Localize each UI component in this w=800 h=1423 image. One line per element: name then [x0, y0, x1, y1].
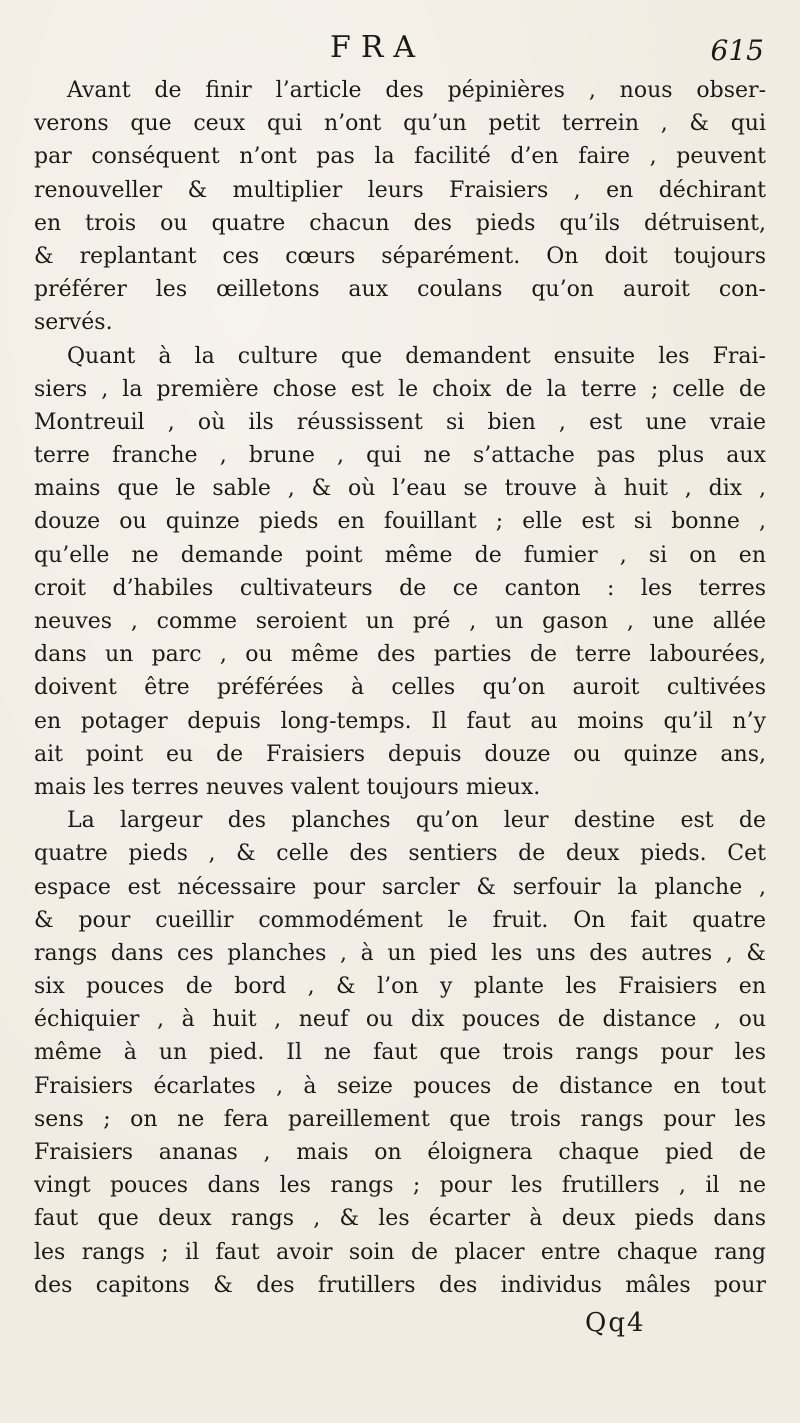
text-line: quatre pieds , & celle des sentiers de deux pieds. Cet	[34, 841, 766, 867]
text-line: faut que deux rangs , & les écarter à deux pieds dans	[34, 1206, 766, 1232]
text-line: renouveller & multiplier leurs Fraisiers , en déchirant	[34, 177, 766, 203]
text-line: Fraisiers ananas , mais on éloignera chaque pied de	[34, 1140, 766, 1165]
signature-mark: Qq4	[585, 1308, 646, 1338]
text-line: doivent être préférées à celles qu’on auroit cultivées	[34, 675, 766, 701]
text-line: mains que le sable , & où l’eau se trouve à huit , dix ,	[34, 476, 766, 502]
text-line: & pour cueillir commodément le fruit. On fait quatre	[34, 907, 766, 933]
text-line: La largeur des planches qu’on leur destine est de	[67, 808, 766, 834]
text-line: vingt pouces dans les rangs ; pour les frutillers , il ne	[34, 1173, 766, 1199]
text-line: croit d’habiles cultivateurs de ce canton : les terres	[34, 575, 766, 601]
text-line: des capitons & des frutillers des individus mâles pour	[34, 1272, 766, 1298]
text-line: même à un pied. Il ne faut que trois rangs pour les	[34, 1040, 766, 1066]
text-line: par conséquent n’ont pas la facilité d’en faire , peuvent	[34, 144, 766, 170]
text-line: servés.	[34, 310, 113, 336]
body-text	[34, 74, 766, 1302]
text-line: espace est nécessaire pour sarcler & serfouir la planche ,	[34, 874, 766, 900]
text-line: Quant à la culture que demandent ensuite les Frai-	[67, 343, 766, 369]
text-line: mais les terres neuves valent toujours mieux.	[34, 774, 541, 800]
text-line: en trois ou quatre chacun des pieds qu’ils détruisent,	[34, 210, 766, 236]
text-line: préférer les œilletons aux coulans qu’on auroit con-	[34, 277, 766, 303]
text-line: dans un parc , ou même des parties de terre labourées,	[34, 642, 766, 668]
text-line: neuves , comme seroient un pré , un gason , une allée	[34, 609, 766, 634]
text-line: terre franche , brune , qui ne s’attache pas plus aux	[34, 443, 766, 469]
text-line: les rangs ; il faut avoir soin de placer entre chaque rang	[34, 1239, 766, 1265]
text-line: siers , la première chose est le choix de la terre ; celle de	[34, 376, 766, 402]
text-line: qu’elle ne demande point même de fumier , si on en	[34, 542, 766, 568]
page-number: 615	[710, 34, 764, 67]
running-head: FRA	[330, 30, 426, 65]
text-line: sens ; on ne fera pareillement que trois rangs pour les	[34, 1106, 766, 1132]
page-header	[0, 24, 800, 74]
text-line: & replantant ces cœurs séparément. On doit toujours	[34, 243, 766, 269]
text-line: rangs dans ces planches , à un pied les uns des autres , &	[34, 940, 766, 966]
text-line: six pouces de bord , & l’on y plante les Fraisiers en	[34, 974, 766, 1000]
text-line: Avant de finir l’article des pépinières , nous obser-	[67, 78, 766, 103]
text-line: en potager depuis long-temps. Il faut au moins qu’il n’y	[34, 708, 766, 734]
text-line: échiquier , à huit , neuf ou dix pouces de distance , ou	[34, 1007, 766, 1033]
text-line: Fraisiers écarlates , à seize pouces de distance en tout	[34, 1073, 766, 1099]
text-line: douze ou quinze pieds en fouillant ; elle est si bonne ,	[34, 509, 766, 535]
text-line: ait point eu de Fraisiers depuis douze ou quinze ans,	[34, 741, 766, 767]
text-line: verons que ceux qui n’ont qu’un petit terrein , & qui	[34, 111, 766, 137]
text-line: Montreuil , où ils réussissent si bien , est une vraie	[34, 409, 766, 435]
